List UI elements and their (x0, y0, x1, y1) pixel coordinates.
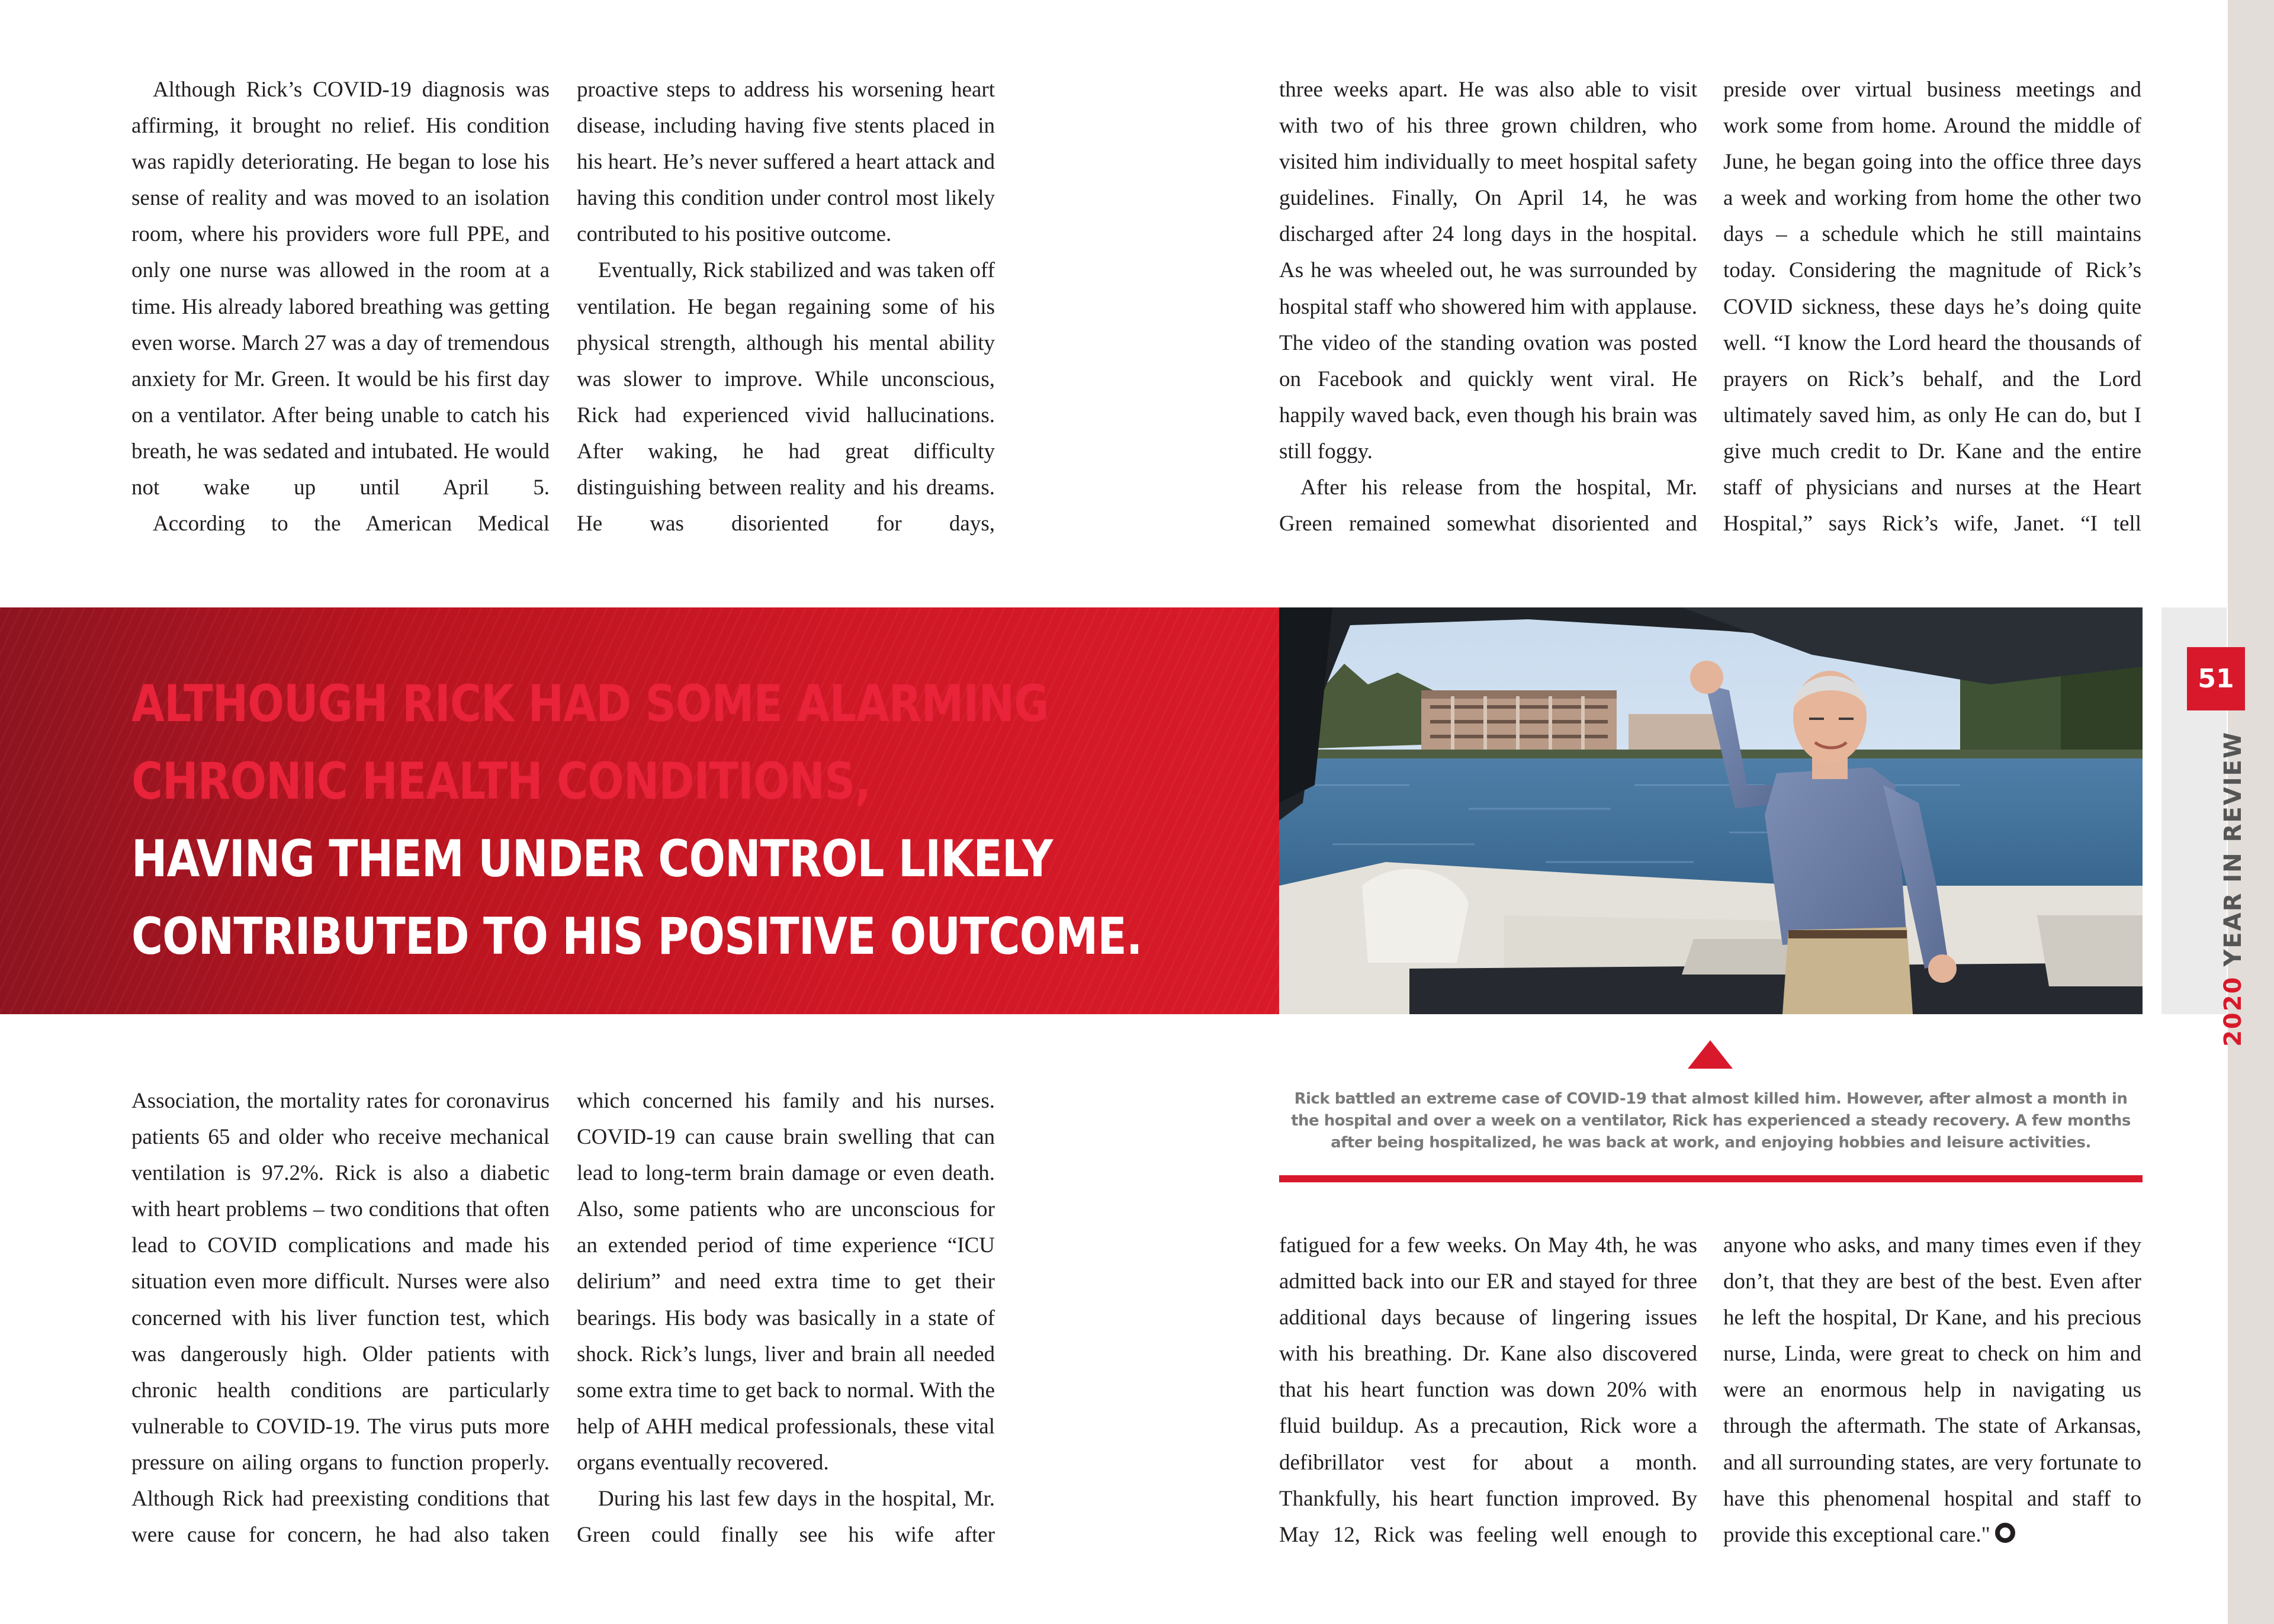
section-year: 2020 (2220, 976, 2247, 1047)
photo-caption: Rick battled an extreme case of COVID-19 that almost killed him. However, after almost a month in the hospital and over a week on a ventilator, Rick has experienced a steady recovery. A few months after being hospitalized, he was back at work, and enjoying hobbies and leisure activities. (1291, 1090, 2131, 1152)
paragraph: After his release from the hospital, Mr. Green remained somewhat disoriented and (1279, 475, 1697, 536)
article-top-column-2 (577, 72, 995, 542)
article-bottom-column-3 (1279, 1227, 1697, 1553)
paragraph: Although Rick’s COVID-19 diagnosis was affirming, it brought no relief. His condition was rapidly deteriorating. He began to lose his sense of reality and was moved to an isolation room, where his providers wore full PPE, and only one nurse was allowed in the room at a time. His already labored breathing was getting even worse. March 27 was a day of tremendous anxiety for Mr. Green. It would be his first day on a ventilator. After being unable to catch his breath, he was sedated and intubated. He would not wake up until April 5. (131, 78, 550, 500)
page-number: 51 (2187, 647, 2245, 710)
article-top-column-3 (1279, 72, 1697, 542)
paragraph: fatigued for a few weeks. On May 4th, he was admitted back into our ER and stayed for three additional days because of lingering issues with his breathing. Dr. Kane also discovered that his heart function was down 20% with fluid buildup. As a precaution, Rick wore a defibrillator vest for about a month. Thankfully, his heart function improved. By May 12, Rick was feeling well enough to (1279, 1233, 1697, 1547)
article-top-column-1 (131, 72, 550, 542)
paragraph: During his last few days in the hospital, Mr. Green could finally see his wife after (577, 1487, 995, 1548)
end-of-story-icon (1995, 1523, 2015, 1543)
boat-photo (1279, 607, 2143, 1014)
article-bottom-column-2 (577, 1083, 995, 1553)
article-top-column-4 (1723, 72, 2141, 542)
paragraph: Eventually, Rick stabilized and was taken off ventilation. He began regaining some of his physical strength, although his mental ability was slower to improve. While unconscious, Rick had experienced vivid hallucinations. After waking, he had great difficulty distinguishing between reality and his dreams. He was disoriented for days, (577, 258, 995, 536)
paragraph: According to the American Medical (153, 512, 550, 536)
paragraph: proactive steps to address his worsening heart disease, including having five stents placed in his heart. He’s never suffered a heart attack and having this condition under control most likely contributed to his positive outcome. (577, 78, 995, 247)
paragraph: Association, the mortality rates for coronavirus patients 65 and older who receive mechanical ventilation is 97.2%. Rick is also a diabetic with heart problems – two conditions that often lead to COVID complications and made his situation even more difficult. Nurses were also concerned with his liver function test, which was dangerously high. Older patients with chronic health conditions are particularly vulnerable to COVID-19. The virus puts more pressure on ailing organs to function properly. Although Rick had preexisting conditions that were cause for concern, he had also taken (131, 1089, 550, 1548)
caption-caret-icon (1688, 1040, 1733, 1069)
pullquote-line: CHRONIC HEALTH CONDITIONS, (131, 752, 871, 811)
paragraph: which concerned his family and his nurses. COVID-19 can cause brain swelling that can lead to long-term brain damage or even death. Also, some patients who are unconscious for an extended period of time experience “ICU delirium” and need extra time to get their bearings. His body was basically in a state of shock. Rick’s lungs, liver and brain all needed some extra time to get back to normal. With the help of AHH medical professionals, these vital organs eventually recovered. (577, 1089, 995, 1475)
paragraph (1723, 1227, 2141, 1553)
pullquote-line: CONTRIBUTED TO HIS POSITIVE OUTCOME. (131, 907, 1142, 966)
paragraph: preside over virtual business meetings and work some from home. Around the middle of June, he began going into the office three days a week and working from home the other two days – a schedule which he still maintains today. Considering the magnitude of Rick’s COVID sickness, these days he’s doing quite well. “I know the Lord heard the thousands of prayers on Rick’s behalf, and the Lord ultimately saved him, as only He can do, but I give much credit to Dr. Kane and the entire staff of physicians and nurses at the Heart Hospital,” says Rick’s wife, Janet. “I tell (1723, 78, 2141, 536)
pullquote-line: HAVING THEM UNDER CONTROL LIKELY (131, 829, 1053, 889)
pullquote-line: ALTHOUGH RICK HAD SOME ALARMING (131, 674, 1049, 734)
article-bottom-column-1 (131, 1083, 550, 1553)
article-bottom-column-4 (1723, 1227, 2141, 1553)
paragraph: three weeks apart. He was also able to visit with two of his three grown children, who visited him individually to meet hospital safety guidelines. Finally, On April 14, he was discharged after 24 long days in the hospital. As he was wheeled out, he was surrounded by hospital staff who showered him with applause. The video of the standing ovation was posted on Facebook and quickly went viral. He happily waved back, even though his brain was still foggy. (1279, 78, 1697, 464)
boat-photo-illustration (1279, 607, 2143, 1014)
section-title: YEAR IN REVIEW (2220, 731, 2247, 976)
paragraph-text: anyone who asks, and many times even if they don’t, that they are best of the best. Even after he left the hospital, Dr Kane, and his precious nurse, Linda, were great to check on him and were an enormous help in navigating us through the aftermath. The state of Arkansas, and all surrounding states, are very fortunate to have this phenomenal hospital and staff to provide this exceptional care." (1723, 1233, 2141, 1547)
section-label (2218, 731, 2248, 1047)
caption-rule (1279, 1175, 2143, 1182)
pullquote-band (0, 607, 1279, 1014)
